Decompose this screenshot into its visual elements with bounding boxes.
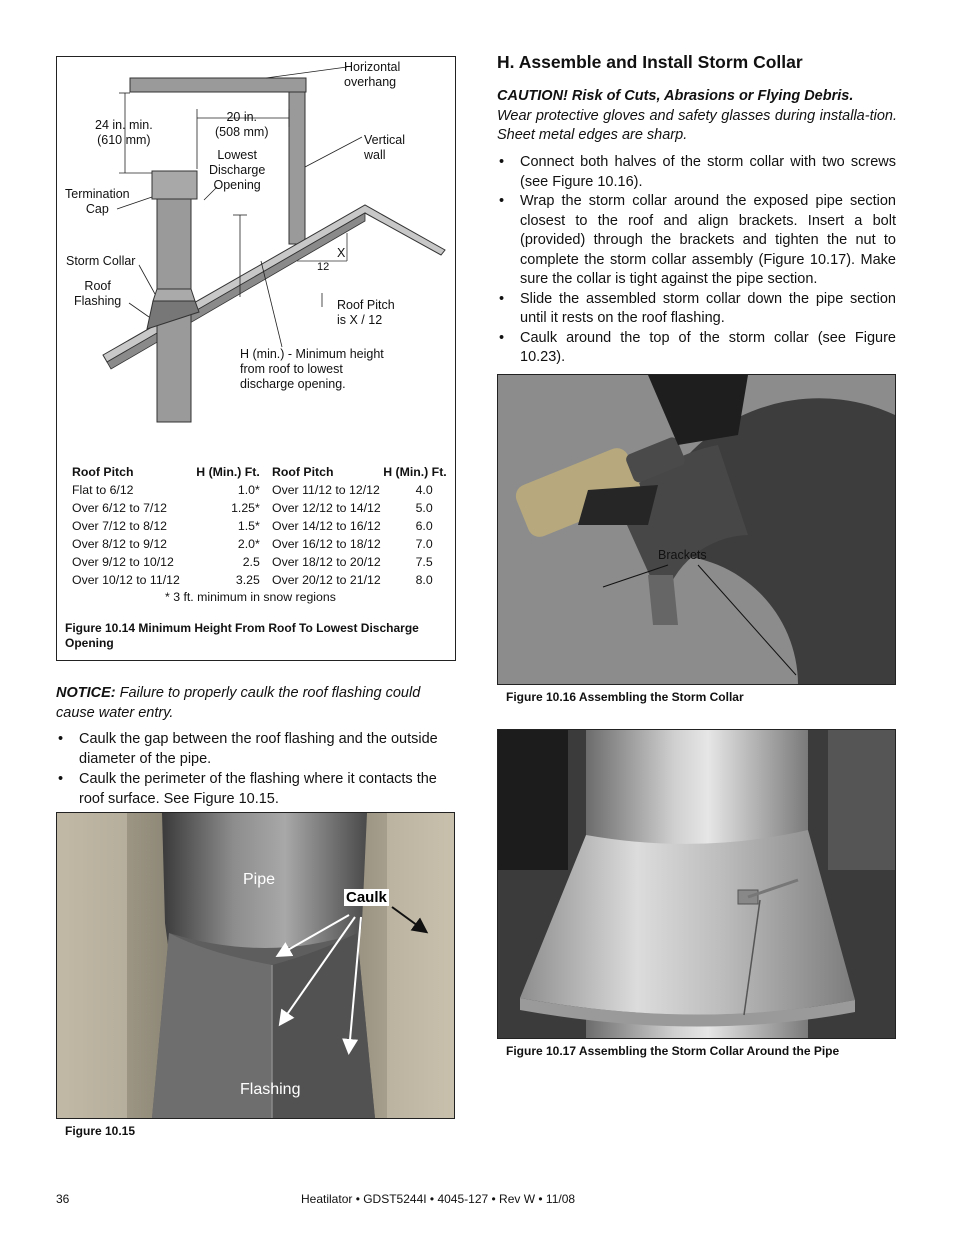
figure-10-16-photo xyxy=(497,374,896,685)
list-item: • Connect both halves of the storm collar with two screws (see Figure 10.16). xyxy=(499,154,896,190)
table-row: Over 16/12 to 18/12 7.0 xyxy=(272,537,433,551)
list-item: • Caulk the perimeter of the flashing where it contacts the roof surface. See Figure 10.15. xyxy=(58,771,437,807)
roof-flashing-label: Roof Flashing xyxy=(74,279,122,308)
list-item: • Slide the assembled storm collar down the pipe section until it rests on the roof flashing. xyxy=(499,290,896,326)
table-footnote: * 3 ft. minimum in snow regions xyxy=(165,590,336,604)
pitch-table-left: Roof Pitch H (Min.) Ft. Flat to 6/12 1.0* Over 6/12 to 7/12 1.25* Over 7/12 to 8/12 1.5* Over 8/12 to 9/12 2.0* Over 9/12 to 10/12 2.5 Over 10/12 to 11/12 3.25 xyxy=(72,465,260,587)
figure-10-17-caption: Figure 10.17 Assembling the Storm Collar Around the Pipe xyxy=(506,1044,840,1058)
h-min-label: H (min.) - Minimum height from roof to lowest discharge opening. xyxy=(240,347,384,391)
in-20-label: 20 in. (508 mm) xyxy=(215,110,269,139)
table-row: Over 18/12 to 20/12 7.5 xyxy=(272,555,433,569)
pitch-table-right: Roof Pitch H (Min.) Ft. Over 11/12 to 12/12 4.0 Over 12/12 to 14/12 5.0 Over 14/12 to 16/12 6.0 Over 16/12 to 18/12 7.0 Over 18/12 to 20/12 7.5 Over 20/12 to 21/12 8.0 xyxy=(272,465,447,587)
list-item: • Caulk around the top of the storm collar (see Figure 10.23). xyxy=(499,329,896,365)
table-row: Over 9/12 to 10/12 2.5 xyxy=(72,555,260,569)
vertical-wall-label: Vertical wall xyxy=(364,133,405,162)
table-row: Over 7/12 to 8/12 1.5* xyxy=(72,519,260,533)
list-item: • Wrap the storm collar around the exposed pipe section closest to the roof and align brackets. Insert a bolt (provided) through the brackets and tighten the nut to complete the storm collar assembly (Figure 10.17). Make sure the collar is tight against the pipe section. xyxy=(499,193,896,287)
brackets-label: Brackets xyxy=(658,548,707,562)
figure-10-15-caption: Figure 10.15 xyxy=(65,1124,136,1138)
figure-10-17-photo xyxy=(497,729,896,1039)
table-row: Over 11/12 to 12/12 4.0 xyxy=(272,483,433,497)
caulk-arrows xyxy=(57,813,454,1118)
section-heading: H. Assemble and Install Storm Collar xyxy=(497,52,803,72)
flashing-label: Flashing xyxy=(240,1081,301,1098)
caulk-label: Caulk xyxy=(346,889,387,906)
pitch-12-label: 12 xyxy=(317,261,330,273)
notice-paragraph: NOTICE: Failure to properly caulk the roof flashing could cause water entry. xyxy=(56,685,421,721)
lowest-discharge-label: Lowest Discharge Opening xyxy=(209,148,266,192)
pitch-x-label: X xyxy=(337,246,346,260)
caution-paragraph: CAUTION! Risk of Cuts, Abrasions or Flying Debris. Wear protective gloves and safety glasses during installa-tion. Sheet metal edges are sharp. xyxy=(497,88,897,143)
pipe-label: Pipe xyxy=(243,871,276,888)
list-item: • Caulk the gap between the roof flashing and the outside diameter of the pipe. xyxy=(58,731,438,767)
storm-collar-on-pipe-photo xyxy=(498,730,895,1038)
figure-10-14 xyxy=(56,56,456,661)
table-row: Over 6/12 to 7/12 1.25* xyxy=(72,501,260,515)
left-bullet-list xyxy=(56,730,456,809)
table-row: Over 10/12 to 11/12 3.25 xyxy=(72,573,260,587)
roof-pitch-label: Roof Pitch is X / 12 xyxy=(337,298,395,327)
page-number: 36 xyxy=(56,1192,70,1206)
figure-10-14-caption: Figure 10.14 Minimum Height From Roof To Lowest Discharge Opening xyxy=(65,621,419,650)
bracket-leader-lines xyxy=(498,375,895,684)
table-row: Over 20/12 to 21/12 8.0 xyxy=(272,573,433,587)
min-24-label: 24 in. min. (610 mm) xyxy=(95,118,153,147)
termination-cap-label: Termination Cap xyxy=(65,187,130,216)
figure-10-15-photo xyxy=(56,812,455,1119)
table-row: Flat to 6/12 1.0* xyxy=(72,483,260,497)
figure-10-16-caption: Figure 10.16 Assembling the Storm Collar xyxy=(506,690,744,704)
horizontal-overhang-label: Horizontal overhang xyxy=(344,60,401,89)
footer-doc-info: Heatilator • GDST5244I • 4045-127 • Rev W • 11/08 xyxy=(301,1192,576,1206)
storm-collar-label: Storm Collar xyxy=(66,254,136,268)
table-row: Over 12/12 to 14/12 5.0 xyxy=(272,501,433,515)
table-row: Over 8/12 to 9/12 2.0* xyxy=(72,537,260,551)
right-bullet-list xyxy=(497,153,896,368)
table-row: Over 14/12 to 16/12 6.0 xyxy=(272,519,433,533)
